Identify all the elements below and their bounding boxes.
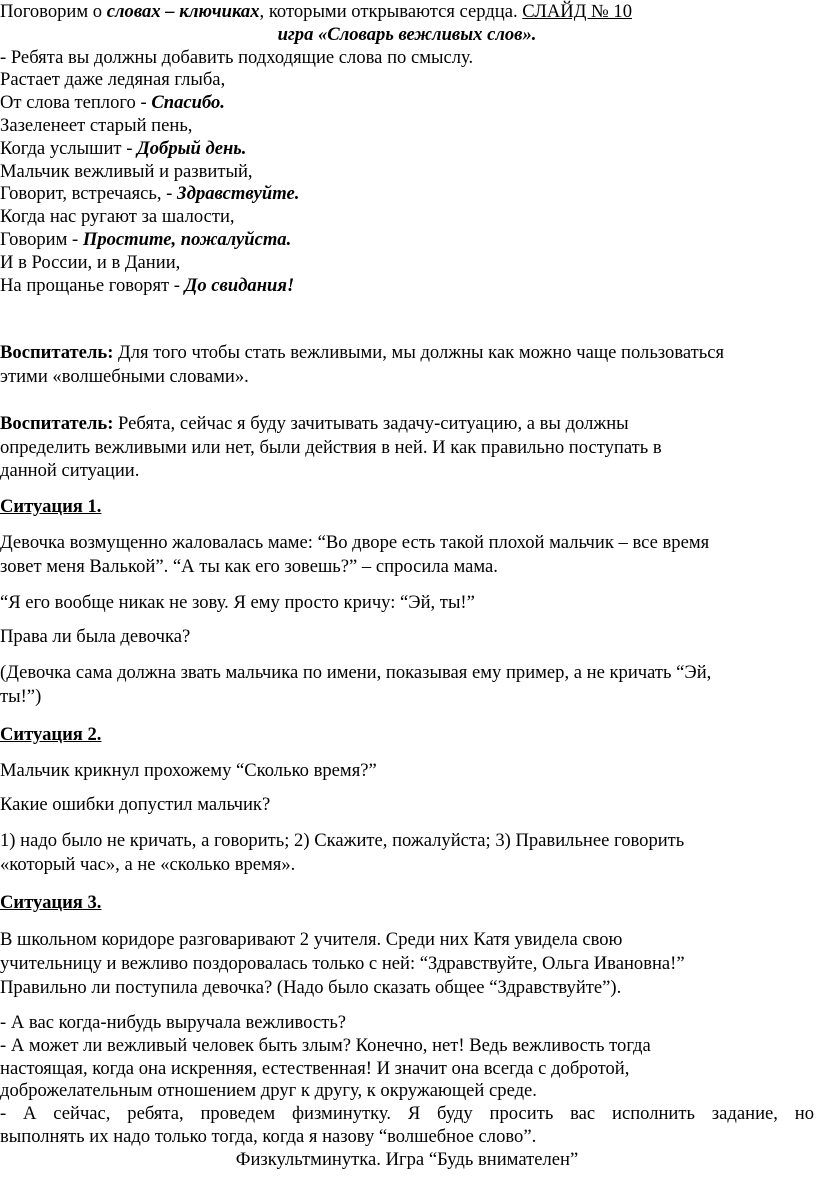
situation-2-text: Мальчик крикнул прохожему “Сколько время?” [0, 760, 377, 781]
situation-2-answer: 1) надо было не кричать, а говорить; 2) Скажите, пожалуйста; 3) Правильнее говорить «который час», а не «сколько время». [0, 830, 685, 875]
situation-2-heading: Ситуация 2. [0, 724, 102, 745]
poem-line: На прощанье говорят - До свидания! [0, 274, 295, 296]
situation-3-text: В школьном коридоре разговаривают 2 учителя. Среди них Катя увидела свою учительницу и вежливо поздоровалась только с ней: “Здравствуйте, Ольга Ивановна!” Правильно ли поступила девочка? (Надо было сказать общее “Здравствуйте”). [0, 929, 685, 998]
intro-line [0, 1, 814, 24]
educator-paragraph-1: Воспитатель: Для того чтобы стать вежливыми, мы должны как можно чаще пользоваться этими «волшебными словами». [0, 342, 725, 387]
educator-paragraph-2: Воспитатель: Ребята, сейчас я буду зачитывать задачу-ситуацию, а вы должны определить вежливыми или нет, были действия в ней. И как правильно поступать в данной ситуации. [0, 413, 662, 481]
poem-line: Когда услышит - Добрый день. [0, 137, 247, 159]
intro-prefix: Поговорим о [0, 1, 107, 22]
poem-line: Мальчик вежливый и развитый, [0, 160, 253, 182]
situation-1-explanation: (Девочка сама должна звать мальчика по имени, показывая ему пример, а не кричать “Эй, ты!”) [0, 662, 712, 707]
situation-1-heading: Ситуация 1. [0, 496, 102, 517]
situation-2-question: Какие ошибки допустил мальчик? [0, 794, 271, 815]
closing-dialogue: - А вас когда-нибудь выручала вежливость? - А может ли вежливый человек быть злым? Конечно, нет! Ведь вежливость тогда настоящая, когда она искренняя, естественная! И значит она всегда с добротой, доброжелательным отношением друг к другу, к окружающей среде. - А сейчас, ребята, проведем физминутку. Я буду просить вас исполнить задание, но выполнять их надо только тогда, когда я назову “волшебное слово”. [0, 1012, 814, 1147]
intro-keywords: словах – ключиках [106, 1, 260, 22]
educator-label: Воспитатель: [0, 413, 114, 434]
poem-line: Зазеленеет старый пень, [0, 114, 193, 136]
poem-line: И в России, и в Дании, [0, 251, 181, 273]
poem-line: Говорит, встречаясь, - Здравствуйте. [0, 183, 300, 205]
poem-line: Когда нас ругают за шалости, [0, 206, 235, 228]
situation-3-heading: Ситуация 3. [0, 892, 102, 913]
instruction: - Ребята вы должны добавить подходящие слова по смыслу. [0, 46, 474, 68]
slide-number: СЛАЙД № 10 [522, 1, 633, 22]
educator-label: Воспитатель: [0, 342, 114, 363]
situation-1-question: Права ли была девочка? [0, 626, 191, 647]
intro-suffix: , которыми открываются сердца. [259, 1, 523, 22]
situation-1-text: Девочка возмущенно жаловалась маме: “Во дворе есть такой плохой мальчик – все время зовет меня Валькой”. “А ты как его зовешь?” – спросила мама. [0, 532, 710, 577]
footer-heading: Физкультминутка. Игра “Будь внимателен” [235, 1149, 579, 1170]
game-title: игра «Словарь вежливых слов». [277, 23, 537, 45]
poem-line: От слова теплого - Спасибо. [0, 92, 225, 114]
intro-block [0, 1, 814, 297]
poem-line: Растает даже ледяная глыба, [0, 69, 226, 91]
situation-1-answer: “Я его вообще никак не зову. Я ему просто кричу: “Эй, ты!” [0, 592, 475, 613]
poem-line: Говорим - Простите, пожалуйста. [0, 228, 292, 250]
